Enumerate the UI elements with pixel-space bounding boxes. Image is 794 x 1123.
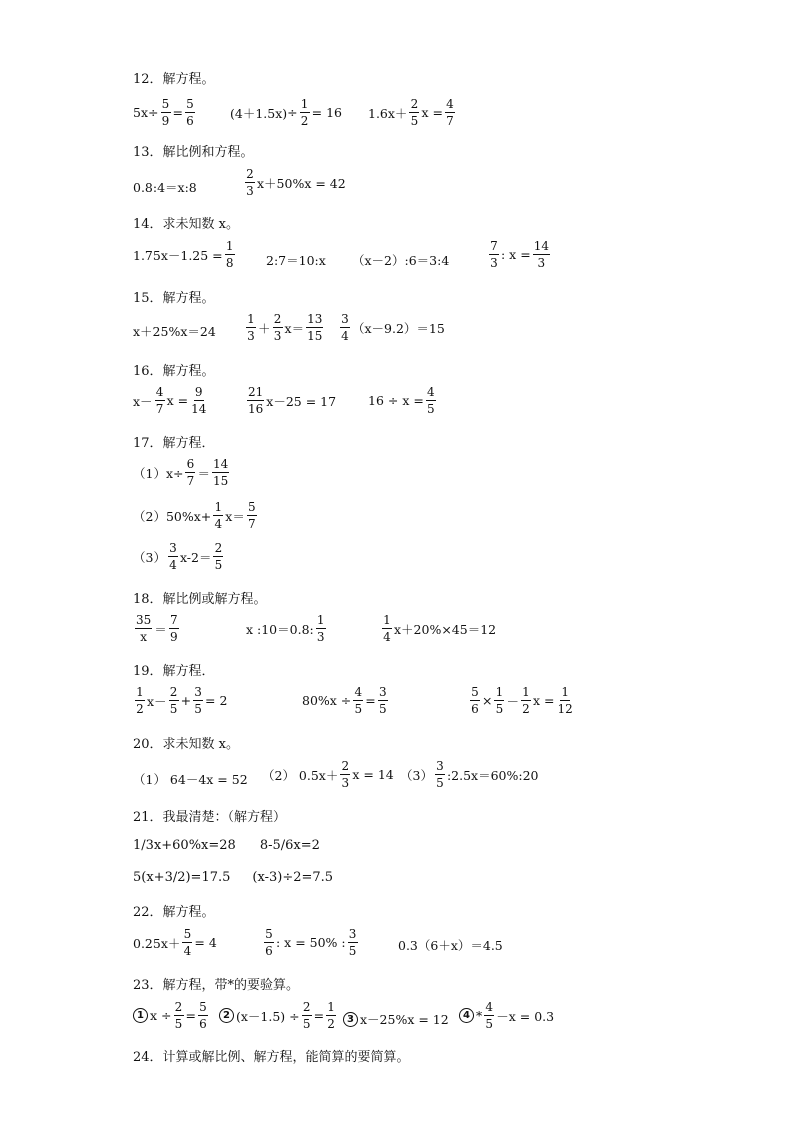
q23-e4-a: * [476,1008,483,1023]
q21-l2a: 5(x+3/2)=17.5 [133,870,231,885]
q12-e1-f1d: 9 [161,114,170,128]
q16-eq1 [133,386,209,415]
q23-e1-f2d: 6 [199,1017,207,1031]
q17-e2-mid: x＝ [225,508,245,524]
q20-e2-a: （2） 0.5x＋ [262,767,339,783]
fraction [340,313,350,342]
q21-l2b: (x-3)÷2=7.5 [252,870,334,885]
q15-e2-f2d: 3 [273,329,282,343]
q19-e3-f4d: 12 [557,702,573,716]
q17-e3-f2d: 5 [214,558,223,572]
q20-e1: （1） 64－4x = 52 [133,772,248,787]
q18-e1-f1d: x [140,630,148,644]
q12-eq3 [368,98,457,127]
fraction [302,1001,312,1030]
fraction [484,1001,494,1030]
q15-e3-rest: （x－9.2）＝15 [352,320,445,336]
q12-e3-a: 1.6x＋ [368,105,408,121]
q16-eq3 [368,386,438,415]
q23-eq3 [343,1010,449,1028]
q23-eq4 [459,1001,554,1030]
fraction [348,928,358,957]
q19-e3-f4n: 1 [561,685,569,699]
fraction [193,686,203,715]
q23-e4-rest: －x = 0.3 [496,1008,555,1024]
q15-e3-fd: 4 [341,329,349,343]
q22-eq3 [398,936,503,954]
q15-e2-f3n: 13 [307,312,323,326]
fraction [316,614,326,643]
q17-e1-f2n: 14 [213,457,229,471]
q23-e1-a: x ÷ [150,1008,172,1023]
q20-e3-fd: 5 [436,776,444,790]
q23-e4-fd: 5 [485,1017,494,1031]
q17-e2-f2n: 5 [248,500,256,514]
fraction [470,686,480,715]
q19-e1-f2n: 2 [169,685,178,699]
q15-e2-mid: x＝ [284,320,305,336]
fraction [494,686,504,715]
q14-eq2 [266,251,326,269]
q19-e1-f2d: 5 [169,702,178,716]
fraction [169,686,179,715]
circled-number-2: 2 [219,1008,234,1023]
q12-e3-f2n: 4 [446,97,454,111]
fraction [273,313,283,342]
q23-e2-f2n: 1 [327,1000,335,1014]
q23-e1-mid: = [185,1008,196,1023]
q12-title: 12．解方程。 [133,72,215,87]
q18-eq3 [380,614,496,643]
fraction [340,760,350,789]
q16-e3-fn: 4 [427,385,435,399]
q17-e2-f1d: 4 [214,517,223,531]
q16-e2-fd: 16 [248,402,264,416]
fraction [300,98,310,127]
fraction [185,458,195,487]
q22-e2-f2d: 5 [348,944,357,958]
q19-eq2 [302,686,390,715]
q12-e2-op: ÷ [287,105,298,120]
q14-e1-fd: 8 [225,256,234,270]
q18-e2-fn: 1 [316,613,325,627]
q12-e1-op: ÷ [148,105,159,120]
q13-e2-fn: 2 [246,167,254,181]
q23-eq1 [133,1001,210,1030]
q15-title: 15．解方程。 [133,291,215,306]
fraction [247,386,264,415]
q19-e3-f2n: 1 [495,685,504,699]
q19-title: 19．解方程． [133,664,215,679]
q22-e1-rest: = 4 [194,935,217,950]
q20-e2-fn: 2 [341,759,350,773]
q23-e2-f1n: 2 [302,1000,311,1014]
fraction [161,98,171,127]
q21-line1 [133,838,320,853]
q15-e2-op: ＋ [258,320,271,336]
fraction [264,928,274,957]
q22-e2-f2n: 3 [348,927,357,941]
q14-eq3 [352,251,449,269]
q21-line2 [133,870,333,885]
q14-eq4 [487,240,552,269]
q23-e1-f2n: 5 [199,1000,207,1014]
q19-e1-m1: x－ [147,693,167,709]
q15-eq2 [244,313,325,342]
q19-e1-rest: = 2 [205,693,228,708]
q18-title: 18．解比例或解方程。 [133,592,267,607]
q15-eq3 [338,313,445,342]
q20-eq2 [262,760,394,789]
fraction [213,542,223,571]
q17-eq3 [133,542,225,571]
q14-e4-f1n: 7 [490,239,498,253]
q12-e3-fn: 2 [410,97,419,111]
q12-e2-fn: 1 [300,97,309,111]
fraction [326,1001,336,1030]
q12-e3-f2d: 7 [446,114,454,128]
q13-eq1 [133,178,197,196]
q19-e1-f1n: 1 [136,685,144,699]
fraction [155,386,165,415]
q19-e3-f1n: 5 [471,685,479,699]
q12-eq2 [230,98,342,127]
q18-eq1 [133,614,181,643]
q20-e3-rest: :2.5x＝60%:20 [446,767,539,783]
fraction [247,501,257,530]
q16-e3-a: 16 ÷ x = [368,393,424,408]
q12-e2-a: (4＋1.5x) [230,105,288,121]
q12-e1-a: 5x [133,105,149,120]
q22-e1-fd: 4 [183,944,192,958]
fraction [521,686,531,715]
q22-e1-a: 0.25x＋ [133,935,181,951]
q15-eq1 [133,322,216,340]
q20-e3-fn: 3 [436,759,444,773]
q19-e2-a: 80%x ÷ [302,693,352,708]
q19-e1-f1d: 2 [136,702,144,716]
q16-title: 16．解方程。 [133,364,215,379]
q19-e2-mid: = [365,693,376,708]
fraction [212,458,229,487]
q15-e2-f2n: 2 [273,312,282,326]
q14-e4-f1d: 3 [490,256,498,270]
q12-e3-mid: x = [421,105,443,120]
q17-e3-f1d: 4 [169,558,177,572]
q18-e3-fn: 1 [383,613,391,627]
q14-e1-fn: 1 [225,239,234,253]
fraction [135,614,152,643]
fraction [213,501,223,530]
fraction [182,928,192,957]
q19-e3-f3n: 1 [522,685,530,699]
q14-title: 14．求未知数 x。 [133,217,240,232]
q15-e2-f1d: 3 [247,329,255,343]
q20-eq3 [400,760,539,789]
q19-e2-f2d: 5 [378,702,387,716]
q23-e2-mid: = [313,1008,325,1023]
q22-e2-f1d: 6 [265,944,273,958]
q21-title: 21．我最清楚：（解方程） [133,810,287,825]
circled-number-3: 3 [343,1012,358,1027]
q23-e2-a: (x－1.5) ÷ [236,1008,300,1024]
q22-e3: 0.3（6＋x）＝4.5 [398,938,503,953]
q19-eq3 [468,686,576,715]
q12-e1-f2d: 6 [186,114,194,128]
q16-e1-mid: x = [166,393,189,408]
q17-e1-f1d: 7 [186,474,195,488]
fraction [198,1001,208,1030]
q22-e1-fn: 5 [183,927,192,941]
q13-e2-rest: x＋50%x = 42 [257,175,346,191]
q17-e2-f1n: 1 [214,500,223,514]
q16-e1-f1d: 7 [155,402,164,416]
q22-e2-mid: : x = 50% : [276,935,346,950]
q14-e4-f2n: 14 [533,239,549,253]
q19-e3-f2d: 5 [495,702,504,716]
q17-e3-a: （3） [133,549,166,565]
q20-e2-fd: 3 [341,776,350,790]
q14-e3: （x－2）:6＝3:4 [352,253,450,268]
q19-e3-m3: x = [533,693,555,708]
q16-e3-fd: 5 [427,402,435,416]
q13-e1: 0.8:4＝x:8 [133,180,197,195]
q19-e3-f3d: 2 [522,702,530,716]
q19-e2-f2n: 3 [378,685,387,699]
q16-e1-a: x－ [133,393,153,409]
fraction [382,614,392,643]
q16-e1-f1n: 4 [155,385,164,399]
q18-e1-f1n: 35 [136,613,152,627]
q20-e3-a: （3） [400,767,433,783]
q14-e4-f2d: 3 [537,256,546,270]
q20-title: 20．求未知数 x。 [133,737,240,752]
fraction [426,386,436,415]
q17-e1-f1n: 6 [186,457,195,471]
q12-e1-eq: = [172,105,183,120]
q14-e1-a: 1.75x－1.25 = [133,247,223,263]
q20-e2-rest: x = 14 [352,767,394,782]
q17-e3-mid: x-2＝ [179,549,212,565]
q19-e3-f1d: 6 [471,702,479,716]
q12-e2-fd: 2 [300,114,309,128]
q19-e2-f1n: 4 [354,685,363,699]
q14-eq1 [133,240,237,269]
fraction [306,313,323,342]
q17-e1-a: （1）x÷ [133,465,184,481]
q19-eq1 [133,686,227,715]
q15-e3-fn: 3 [341,312,349,326]
q18-e1-f2d: 9 [169,630,178,644]
q13-title: 13．解比例和方程。 [133,145,254,160]
q19-e3-m2: － [506,693,519,709]
fraction [353,686,363,715]
q17-eq1 [133,458,231,487]
q17-e3-f1n: 3 [169,541,177,555]
q23-e4-fn: 4 [485,1000,494,1014]
q16-e2-fn: 21 [248,385,264,399]
q23-e3: x－25%x = 12 [360,1012,449,1027]
q12-e1-f2n: 5 [186,97,194,111]
fraction [435,760,445,789]
circled-number-4: 4 [459,1008,474,1023]
q16-e1-f2d: 14 [191,402,207,416]
q23-eq2 [219,1001,338,1030]
fraction [174,1001,184,1030]
fraction [533,240,550,269]
q17-e2-a: （2）50%x+ [133,508,212,524]
q19-e3-m1: × [482,693,493,708]
q22-eq1 [133,928,217,957]
circled-number-1: 1 [133,1008,148,1023]
q23-title: 23．解方程，带*的要验算。 [133,978,300,993]
q15-e2-f1n: 1 [247,312,255,326]
q20-eq1 [133,770,248,788]
fraction [225,240,235,269]
q19-e1-f3n: 3 [194,685,202,699]
q16-e2-rest: x－25 = 17 [266,393,337,409]
q16-e1-f2n: 9 [194,385,203,399]
q19-e1-m2: + [180,693,192,708]
q21-l1a: 1/3x+60%x=28 [133,838,236,853]
fraction [378,686,388,715]
q17-e2-f2d: 7 [248,517,256,531]
q23-e1-f1n: 2 [174,1000,183,1014]
fraction [489,240,499,269]
q18-e3-fd: 4 [383,630,391,644]
q14-e4-mid: : x = [501,247,531,262]
q12-e3-fd: 5 [410,114,419,128]
q12-eq1 [133,98,197,127]
q22-e2-f1n: 5 [265,927,273,941]
q18-e2-fd: 3 [316,630,325,644]
q23-e2-f2d: 2 [327,1017,335,1031]
q18-e1-f2n: 7 [169,613,178,627]
q22-eq2 [262,928,360,957]
q17-eq2 [133,501,259,530]
q15-e1: x＋25%x＝24 [133,324,216,339]
q17-e1-mid: ＝ [197,465,210,481]
q12-e2-rest: = 16 [311,105,342,120]
fraction [190,386,207,415]
q17-e3-f2n: 2 [214,541,223,555]
fraction [409,98,419,127]
q18-eq2 [246,614,328,643]
q18-e2-a: x :10＝0.8: [246,621,314,637]
fraction [185,98,195,127]
fraction [135,686,145,715]
q15-e2-f3d: 15 [307,329,323,343]
q19-e1-f3d: 5 [194,702,202,716]
q22-title: 22．解方程。 [133,905,215,920]
q18-e1-mid: ＝ [154,621,167,637]
fraction [445,98,455,127]
q21-l1b: 8-5/6x=2 [259,838,320,853]
q23-e2-f1d: 5 [302,1017,311,1031]
fraction [245,168,255,197]
q17-e1-f2d: 15 [213,474,229,488]
fraction [168,542,178,571]
q19-e2-f1d: 5 [354,702,363,716]
fraction [557,686,574,715]
q23-e1-f1d: 5 [174,1017,183,1031]
fraction [169,614,179,643]
q13-e2-fd: 3 [246,184,254,198]
q18-e3-rest: x＋20%×45＝12 [394,621,497,637]
q24-title: 24．计算或解比例、解方程，能简算的要简算。 [133,1050,410,1065]
q13-eq2 [243,168,346,197]
fraction [246,313,256,342]
q12-e1-f1n: 5 [161,97,170,111]
q16-eq2 [245,386,336,415]
q17-title: 17．解方程． [133,436,215,451]
q14-e2: 2:7＝10:x [266,253,326,268]
